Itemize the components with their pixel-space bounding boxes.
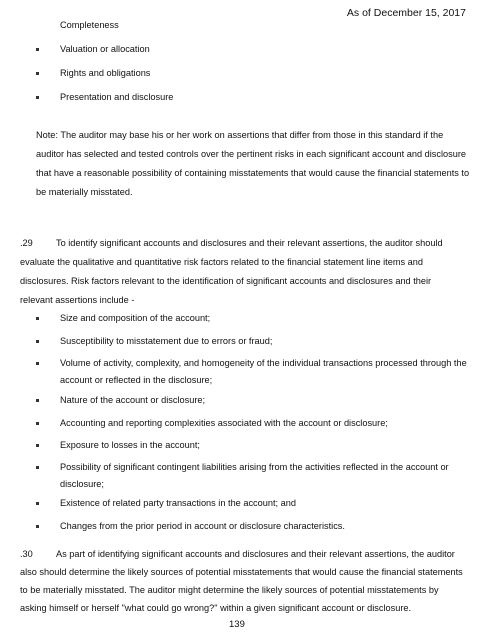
note-line: that have a reasonable possibility of containing misstatements that would cause the financial statements to (36, 168, 470, 178)
bullet-marker (36, 48, 39, 51)
risk-factor-item: Volume of activity, complexity, and homogeneity of the individual transactions processed through the (60, 358, 467, 368)
risk-factor-item: Possibility of significant contingent liabilities arising from the activities reflected in the account or (60, 462, 449, 472)
paragraph-line: As part of identifying significant accounts and disclosures and their relevant assertions, the auditor (56, 549, 455, 559)
bullet-marker (36, 444, 39, 447)
risk-factor-item-continuation: account or reflected in the disclosure; (60, 375, 213, 385)
risk-factor-item: Susceptibility to misstatement due to errors or fraud; (60, 336, 273, 346)
paragraph-line: asking himself or herself "what could go wrong?" within a given significant account or disclosure. (20, 603, 412, 613)
bullet-marker (36, 399, 39, 402)
risk-factor-item: Changes from the prior period in account or disclosure characteristics. (60, 521, 345, 531)
paragraph-number: .30 (20, 549, 33, 559)
risk-factor-item: Size and composition of the account; (60, 313, 211, 323)
bullet-marker (36, 502, 39, 505)
assertion-item: Valuation or allocation (60, 44, 150, 54)
paragraph-line: disclosures. Risk factors relevant to the identification of significant accounts and disclosures and their (20, 276, 432, 286)
paragraph-number: .29 (20, 238, 33, 248)
note-line: auditor has selected and tested controls over the pertinent risks in each significant account and disclosure (36, 149, 467, 159)
assertion-item: Presentation and disclosure (60, 92, 174, 102)
risk-factor-item-continuation: disclosure; (60, 479, 104, 489)
bullet-marker (36, 96, 39, 99)
page-number: 139 (229, 619, 245, 630)
bullet-marker (36, 72, 39, 75)
paragraph-line: to be materially misstated. The auditor might determine the likely sources of potential misstatements by (20, 585, 439, 595)
bullet-marker (36, 317, 39, 320)
risk-factor-item: Accounting and reporting complexities associated with the account or disclosure; (60, 418, 388, 428)
bullet-marker (36, 525, 39, 528)
bullet-marker (36, 340, 39, 343)
risk-factor-item: Existence of related party transactions in the account; and (60, 498, 296, 508)
assertion-completeness: Completeness (60, 20, 119, 30)
risk-factor-item: Exposure to losses in the account; (60, 440, 200, 450)
paragraph-line: relevant assertions include - (20, 295, 135, 305)
paragraph-line: evaluate the qualitative and quantitative risk factors related to the financial statement line items and (20, 257, 423, 267)
assertion-item: Rights and obligations (60, 68, 151, 78)
bullet-marker (36, 466, 39, 469)
risk-factor-item: Nature of the account or disclosure; (60, 395, 206, 405)
note-line: Note: The auditor may base his or her work on assertions that differ from those in this standard if the (36, 130, 444, 140)
paragraph-line: To identify significant accounts and disclosures and their relevant assertions, the auditor should (56, 238, 443, 248)
bullet-marker (36, 422, 39, 425)
bullet-marker (36, 362, 39, 365)
note-line: be materially misstated. (36, 187, 133, 197)
header-date: As of December 15, 2017 (346, 7, 466, 19)
paragraph-line: also should determine the likely sources of potential misstatements that would cause the financial statements (20, 567, 463, 577)
